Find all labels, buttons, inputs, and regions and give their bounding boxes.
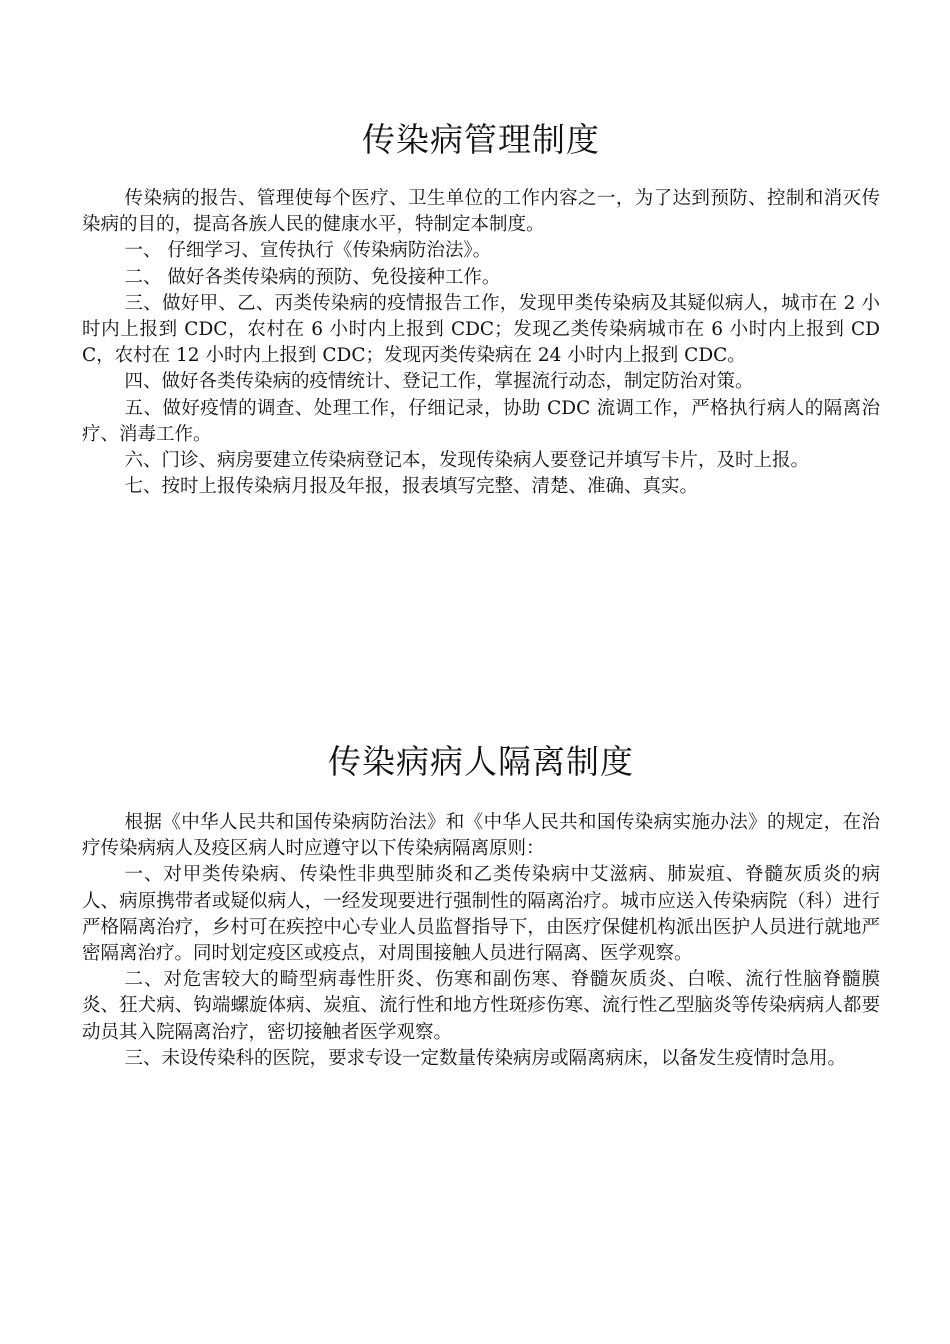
paragraph: 二、对危害较大的畸型病毒性肝炎、伤寒和副伤寒、脊髓灰质炎、白喉、流行性脑脊髓膜炎、狂犬病、钩端螺旋体病、炭疽、流行性和地方性斑疹伤寒、流行性乙型脑炎等传染病病人都要动员其入院隔离治疗，密切接触者医学观察。	[82, 969, 880, 1043]
paragraph: 根据《中华人民共和国传染病防治法》和《中华人民共和国传染病实施办法》的规定，在治疗传染病病人及疫区病人时应遵守以下传染病隔离原则：	[82, 812, 880, 860]
paragraph: 一、 仔细学习、宣传执行《传染病防治法》。	[124, 240, 492, 262]
paragraph: 六、门诊、病房要建立传染病登记本，发现传染病人要登记并填写卡片，及时上报。	[124, 450, 810, 472]
paragraph: 一、对甲类传染病、传染性非典型肺炎和乙类传染病中艾滋病、肺炭疽、脊髓灰质炎的病人、病原携带者或疑似病人，一经发现要进行强制性的隔离治疗。城市应送入传染病院（科）进行严格隔离治疗，乡村可在疾控中心专业人员监督指导下，由医疗保健机构派出医护人员进行就地严密隔离治疗。同时划定疫区或疫点，对周围接触人员进行隔离、医学观察。	[82, 864, 880, 965]
paragraph: 四、做好各类传染病的疫情统计、登记工作，掌握流行动态，制定防治对策。	[124, 371, 754, 393]
paragraph: 二、 做好各类传染病的预防、免役接种工作。	[124, 266, 501, 288]
section-patient-isolation	[82, 740, 880, 1072]
section-title: 传染病管理制度	[362, 120, 600, 159]
paragraph: 七、按时上报传染病月报及年报，报表填写完整、清楚、准确、真实。	[124, 476, 699, 498]
paragraph: 五、做好疫情的调查、处理工作，仔细记录，协助 CDC 流调工作，严格执行病人的隔离治疗、消毒工作。	[82, 397, 880, 445]
section-title: 传染病病人隔离制度	[328, 742, 634, 781]
section-infectious-disease-management	[82, 118, 880, 500]
paragraph: 三、未设传染科的医院，要求专设一定数量传染病房或隔离病床，以备发生疫情时急用。	[124, 1047, 847, 1069]
paragraph: 三、做好甲、乙、丙类传染病的疫情报告工作，发现甲类传染病及其疑似病人，城市在 2 小时内上报到 CDC，农村在 6 小时内上报到 CDC；发现乙类传染病城市在 6 小时内上报到 CDC，农村在 12 小时内上报到 CDC；发现丙类传染病在 24 小时内上报到 CDC。	[82, 292, 880, 367]
paragraph: 传染病的报告、管理使每个医疗、卫生单位的工作内容之一，为了达到预防、控制和消灭传染病的目的，提高各族人民的健康水平，特制定本制度。	[82, 188, 880, 236]
